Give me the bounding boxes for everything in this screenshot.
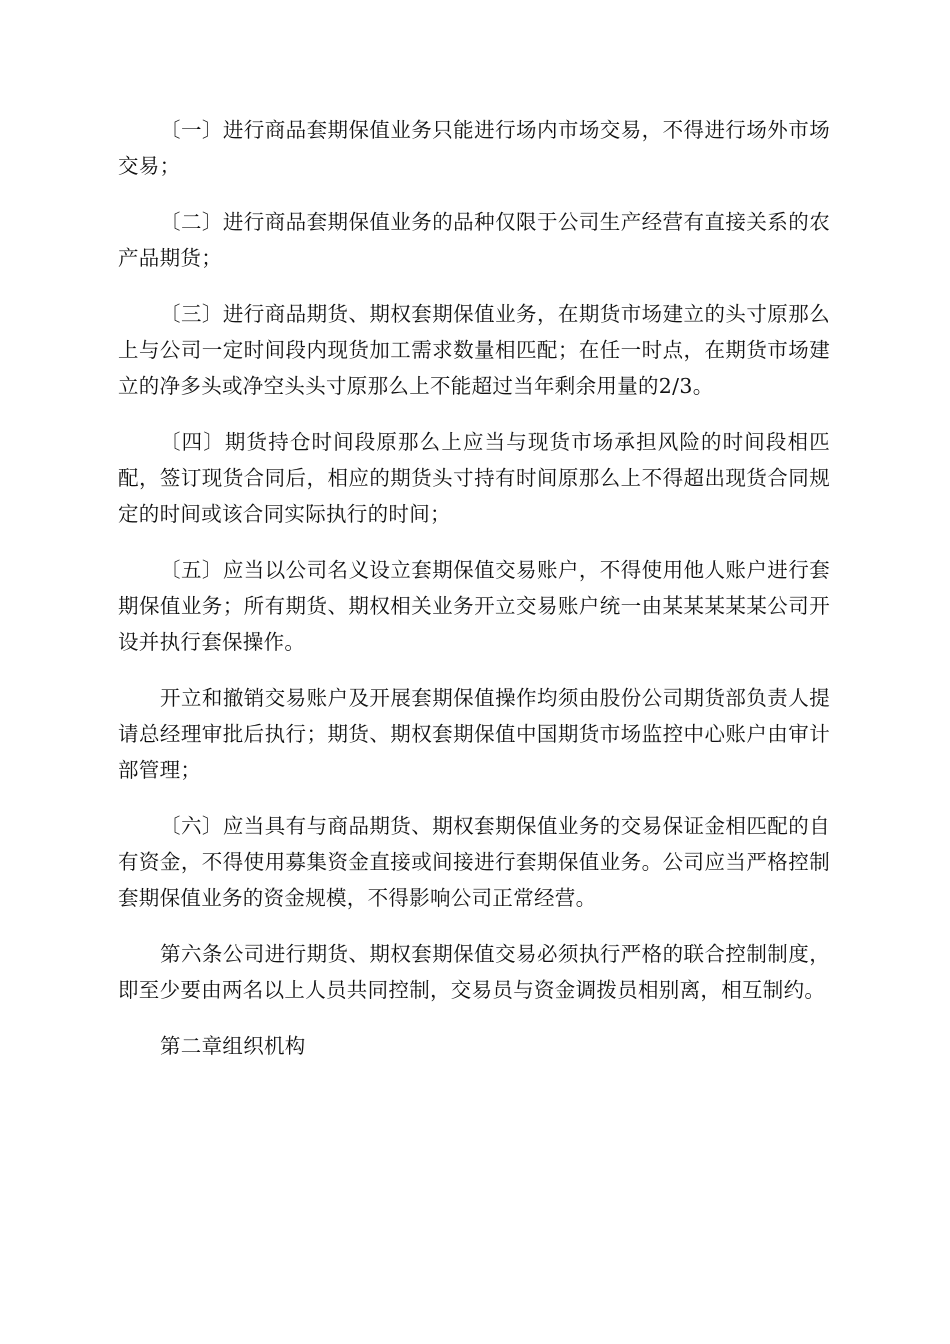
paragraph-item-4: 〔四〕期货持仓时间段原那么上应当与现货市场承担风险的时间段相匹配，签订现货合同后，相应的期货头寸持有时间原那么上不得超出现货合同规定的时间或该合同实际执行的时间； [118, 430, 830, 526]
paragraph-article-6: 第六条公司进行期货、期权套期保值交易必须执行严格的联合控制制度，即至少要由两名以上人员共同控制，交易员与资金调拨员相别离，相互制约。 [118, 942, 830, 1002]
paragraph-account-management: 开立和撤销交易账户及开展套期保值操作均须由股份公司期货部负责人提请总经理审批后执行；期货、期权套期保值中国期货市场监控中心账户由审计部管理； [118, 686, 830, 782]
paragraph-item-1: 〔一〕进行商品套期保值业务只能进行场内市场交易，不得进行场外市场交易； [118, 118, 830, 178]
paragraph-item-6: 〔六〕应当具有与商品期货、期权套期保值业务的交易保证金相匹配的自有资金，不得使用募集资金直接或间接进行套期保值业务。公司应当严格控制套期保值业务的资金规模，不得影响公司正常经营。 [118, 814, 830, 910]
paragraph-item-5: 〔五〕应当以公司名义设立套期保值交易账户，不得使用他人账户进行套期保值业务；所有期货、期权相关业务开立交易账户统一由某某某某某公司开设并执行套保操作。 [118, 558, 830, 654]
paragraph-item-2: 〔二〕进行商品套期保值业务的品种仅限于公司生产经营有直接关系的农产品期货； [118, 210, 830, 270]
chapter-heading: 第二章组织机构 [160, 1034, 306, 1058]
paragraph-item-3: 〔三〕进行商品期货、期权套期保值业务，在期货市场建立的头寸原那么上与公司一定时间段内现货加工需求数量相匹配；在任一时点，在期货市场建立的净多头或净空头头寸原那么上不能超过当年剩余用量的2/3。 [118, 302, 830, 398]
